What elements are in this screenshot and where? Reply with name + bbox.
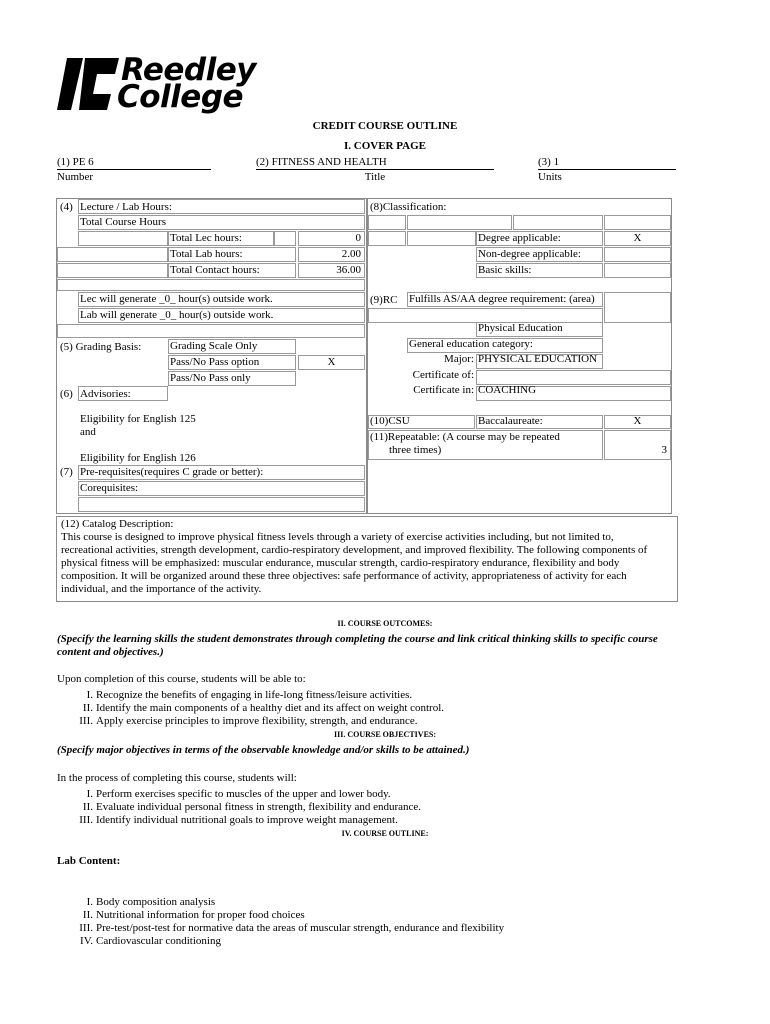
objective-text: Identify individual nutritional goals to improve weight management. bbox=[96, 814, 398, 826]
corequisites-label: Corequisites: bbox=[80, 482, 139, 494]
advisory-english-126: Eligibility for English 126 bbox=[80, 452, 196, 464]
csu-label: (10)CSU bbox=[370, 415, 410, 427]
outline-item-text: Body composition analysis bbox=[96, 896, 216, 908]
outcome-text: Apply exercise principles to improve flexibility, strength, and endurance. bbox=[96, 715, 418, 727]
course-units: (3) 1 bbox=[538, 156, 560, 168]
units-label: Units bbox=[538, 171, 562, 183]
rc-label: (9)RC bbox=[370, 294, 398, 306]
certificate-of-label: Certificate of: bbox=[412, 369, 474, 381]
outline-number: IV. bbox=[80, 935, 93, 947]
prereq-section-number: (7) bbox=[60, 466, 73, 478]
repeatable-value: 3 bbox=[661, 444, 667, 456]
advisories-label: Advisories: bbox=[80, 388, 131, 400]
catalog-line-2: recreational activities, strength development, cardio-respiratory development, and improved flexibility. The following components of bbox=[61, 544, 648, 556]
objectives-intro: In the process of completing this course, students will: bbox=[57, 772, 297, 784]
outcomes-intro: Upon completion of this course, students will be able to: bbox=[57, 673, 306, 685]
pass-no-pass-option: Pass/No Pass option bbox=[170, 356, 260, 368]
gen-ed-category-label: General education category: bbox=[409, 338, 533, 350]
prerequisites-label: Pre-requisites(requires C grade or better): bbox=[80, 466, 264, 478]
objective-number: I. bbox=[86, 788, 93, 800]
outcomes-instruction-line-1: (Specify the learning skills the student demonstrates through completing the course and link critical thinking skills to specific course bbox=[57, 633, 658, 645]
total-course-hours: Total Course Hours bbox=[80, 216, 166, 228]
total-lab-value: 2.00 bbox=[341, 248, 361, 260]
outline-item-text: Pre-test/post-test for normative data the areas of muscular strength, endurance and flexibility bbox=[96, 922, 505, 934]
catalog-line-4: composition. It will be organized around these three objectives: safe performance of activity, appropriateness of activity for each bbox=[61, 570, 627, 582]
outline-heading: IV. COURSE OUTLINE: bbox=[341, 829, 429, 838]
total-contact-value: 36.00 bbox=[336, 264, 361, 276]
outcomes-heading: II. COURSE OUTCOMES: bbox=[337, 619, 433, 628]
course-title: (2) FITNESS AND HEALTH bbox=[256, 156, 387, 168]
grading-scale-only: Grading Scale Only bbox=[170, 340, 258, 352]
degree-applicable-mark: X bbox=[633, 232, 642, 244]
outcome-number: I. bbox=[86, 689, 93, 701]
objectives-heading: III. COURSE OBJECTIVES: bbox=[333, 730, 437, 739]
advisories-section-number: (6) bbox=[60, 388, 73, 400]
major-label: Major: bbox=[444, 353, 474, 365]
outcome-text: Identify the main components of a healthy diet and its affect on weight control. bbox=[96, 702, 445, 714]
total-lec-label: Total Lec hours: bbox=[170, 232, 242, 244]
lab-outside-work: Lab will generate _0_ hour(s) outside work. bbox=[80, 309, 274, 321]
catalog-line-3: physical fitness will be emphasized: muscular endurance, muscular strength, cardio-respiratory endurance, flexibility and body bbox=[61, 557, 620, 569]
pass-no-pass-option-mark: X bbox=[327, 356, 336, 368]
advisory-and: and bbox=[80, 426, 96, 438]
lab-content-heading: Lab Content: bbox=[57, 855, 121, 867]
document-title: CREDIT COURSE OUTLINE bbox=[312, 120, 458, 132]
title-label: Title bbox=[364, 171, 386, 183]
outline-item-text: Nutritional information for proper food choices bbox=[96, 909, 305, 921]
basic-skills-label: Basic skills: bbox=[478, 264, 532, 276]
certificate-in-label: Certificate in: bbox=[413, 384, 474, 396]
outcome-text: Recognize the benefits of engaging in life-long fitness/leisure activities. bbox=[96, 689, 413, 701]
catalog-heading: (12) Catalog Description: bbox=[61, 518, 174, 530]
number-label: Number bbox=[57, 171, 94, 183]
objective-number: II. bbox=[82, 801, 93, 813]
outline-number: I. bbox=[86, 896, 93, 908]
course-number: (1) PE 6 bbox=[57, 156, 94, 168]
pass-no-pass-only: Pass/No Pass only bbox=[170, 372, 251, 384]
catalog-line-1: This course is designed to improve physical fitness levels through a variety of exercise activities including, but not limited to, bbox=[61, 531, 614, 543]
objective-text: Evaluate individual personal fitness in strength, flexibility and endurance. bbox=[96, 801, 422, 813]
total-lab-label: Total Lab hours: bbox=[170, 248, 243, 260]
rc-area-value: Physical Education bbox=[478, 322, 563, 334]
logo-mark-icon bbox=[57, 56, 119, 112]
major-value: PHYSICAL EDUCATION bbox=[478, 353, 598, 365]
classification-label: (8)Classification: bbox=[370, 201, 447, 213]
outline-number: II. bbox=[82, 909, 93, 921]
outcomes-instruction-line-2: content and objectives.) bbox=[57, 646, 164, 658]
lec-outside-work: Lec will generate _0_ hour(s) outside work. bbox=[80, 293, 273, 305]
objective-text: Perform exercises specific to muscles of the upper and lower body. bbox=[96, 788, 391, 800]
advisory-english-125: Eligibility for English 125 bbox=[80, 413, 196, 425]
total-lec-value: 0 bbox=[355, 232, 361, 244]
repeatable-label-line-1: (11)Repeatable: (A course may be repeated bbox=[370, 431, 560, 443]
logo-line-2: College bbox=[117, 79, 244, 115]
outcome-number: III. bbox=[79, 715, 93, 727]
catalog-line-5: individual, and the importance of the activity. bbox=[61, 583, 262, 595]
logo-line-1: Reedley bbox=[121, 52, 256, 88]
non-degree-applicable-label: Non-degree applicable: bbox=[478, 248, 581, 260]
baccalaureate-label: Baccalaureate: bbox=[478, 415, 543, 427]
objective-number: III. bbox=[79, 814, 93, 826]
cover-page-heading: I. COVER PAGE bbox=[344, 140, 426, 152]
outline-number: III. bbox=[79, 922, 93, 934]
hours-section-number: (4) bbox=[60, 201, 73, 213]
degree-applicable-label: Degree applicable: bbox=[478, 232, 561, 244]
objectives-instruction: (Specify major objectives in terms of the observable knowledge and/or skills to be attained.) bbox=[57, 744, 470, 756]
grading-basis-label: (5) Grading Basis: bbox=[60, 341, 142, 353]
certificate-in-value: COACHING bbox=[478, 384, 537, 396]
repeatable-label-line-2: three times) bbox=[389, 444, 442, 456]
total-contact-label: Total Contact hours: bbox=[170, 264, 260, 276]
baccalaureate-mark: X bbox=[633, 415, 642, 427]
rc-requirement-text: Fulfills AS/AA degree requirement: (area) bbox=[409, 293, 595, 305]
college-logo bbox=[57, 52, 287, 115]
hours-heading: Lecture / Lab Hours: bbox=[80, 201, 172, 213]
outline-item-text: Cardiovascular conditioning bbox=[96, 935, 221, 947]
outcome-number: II. bbox=[82, 702, 93, 714]
